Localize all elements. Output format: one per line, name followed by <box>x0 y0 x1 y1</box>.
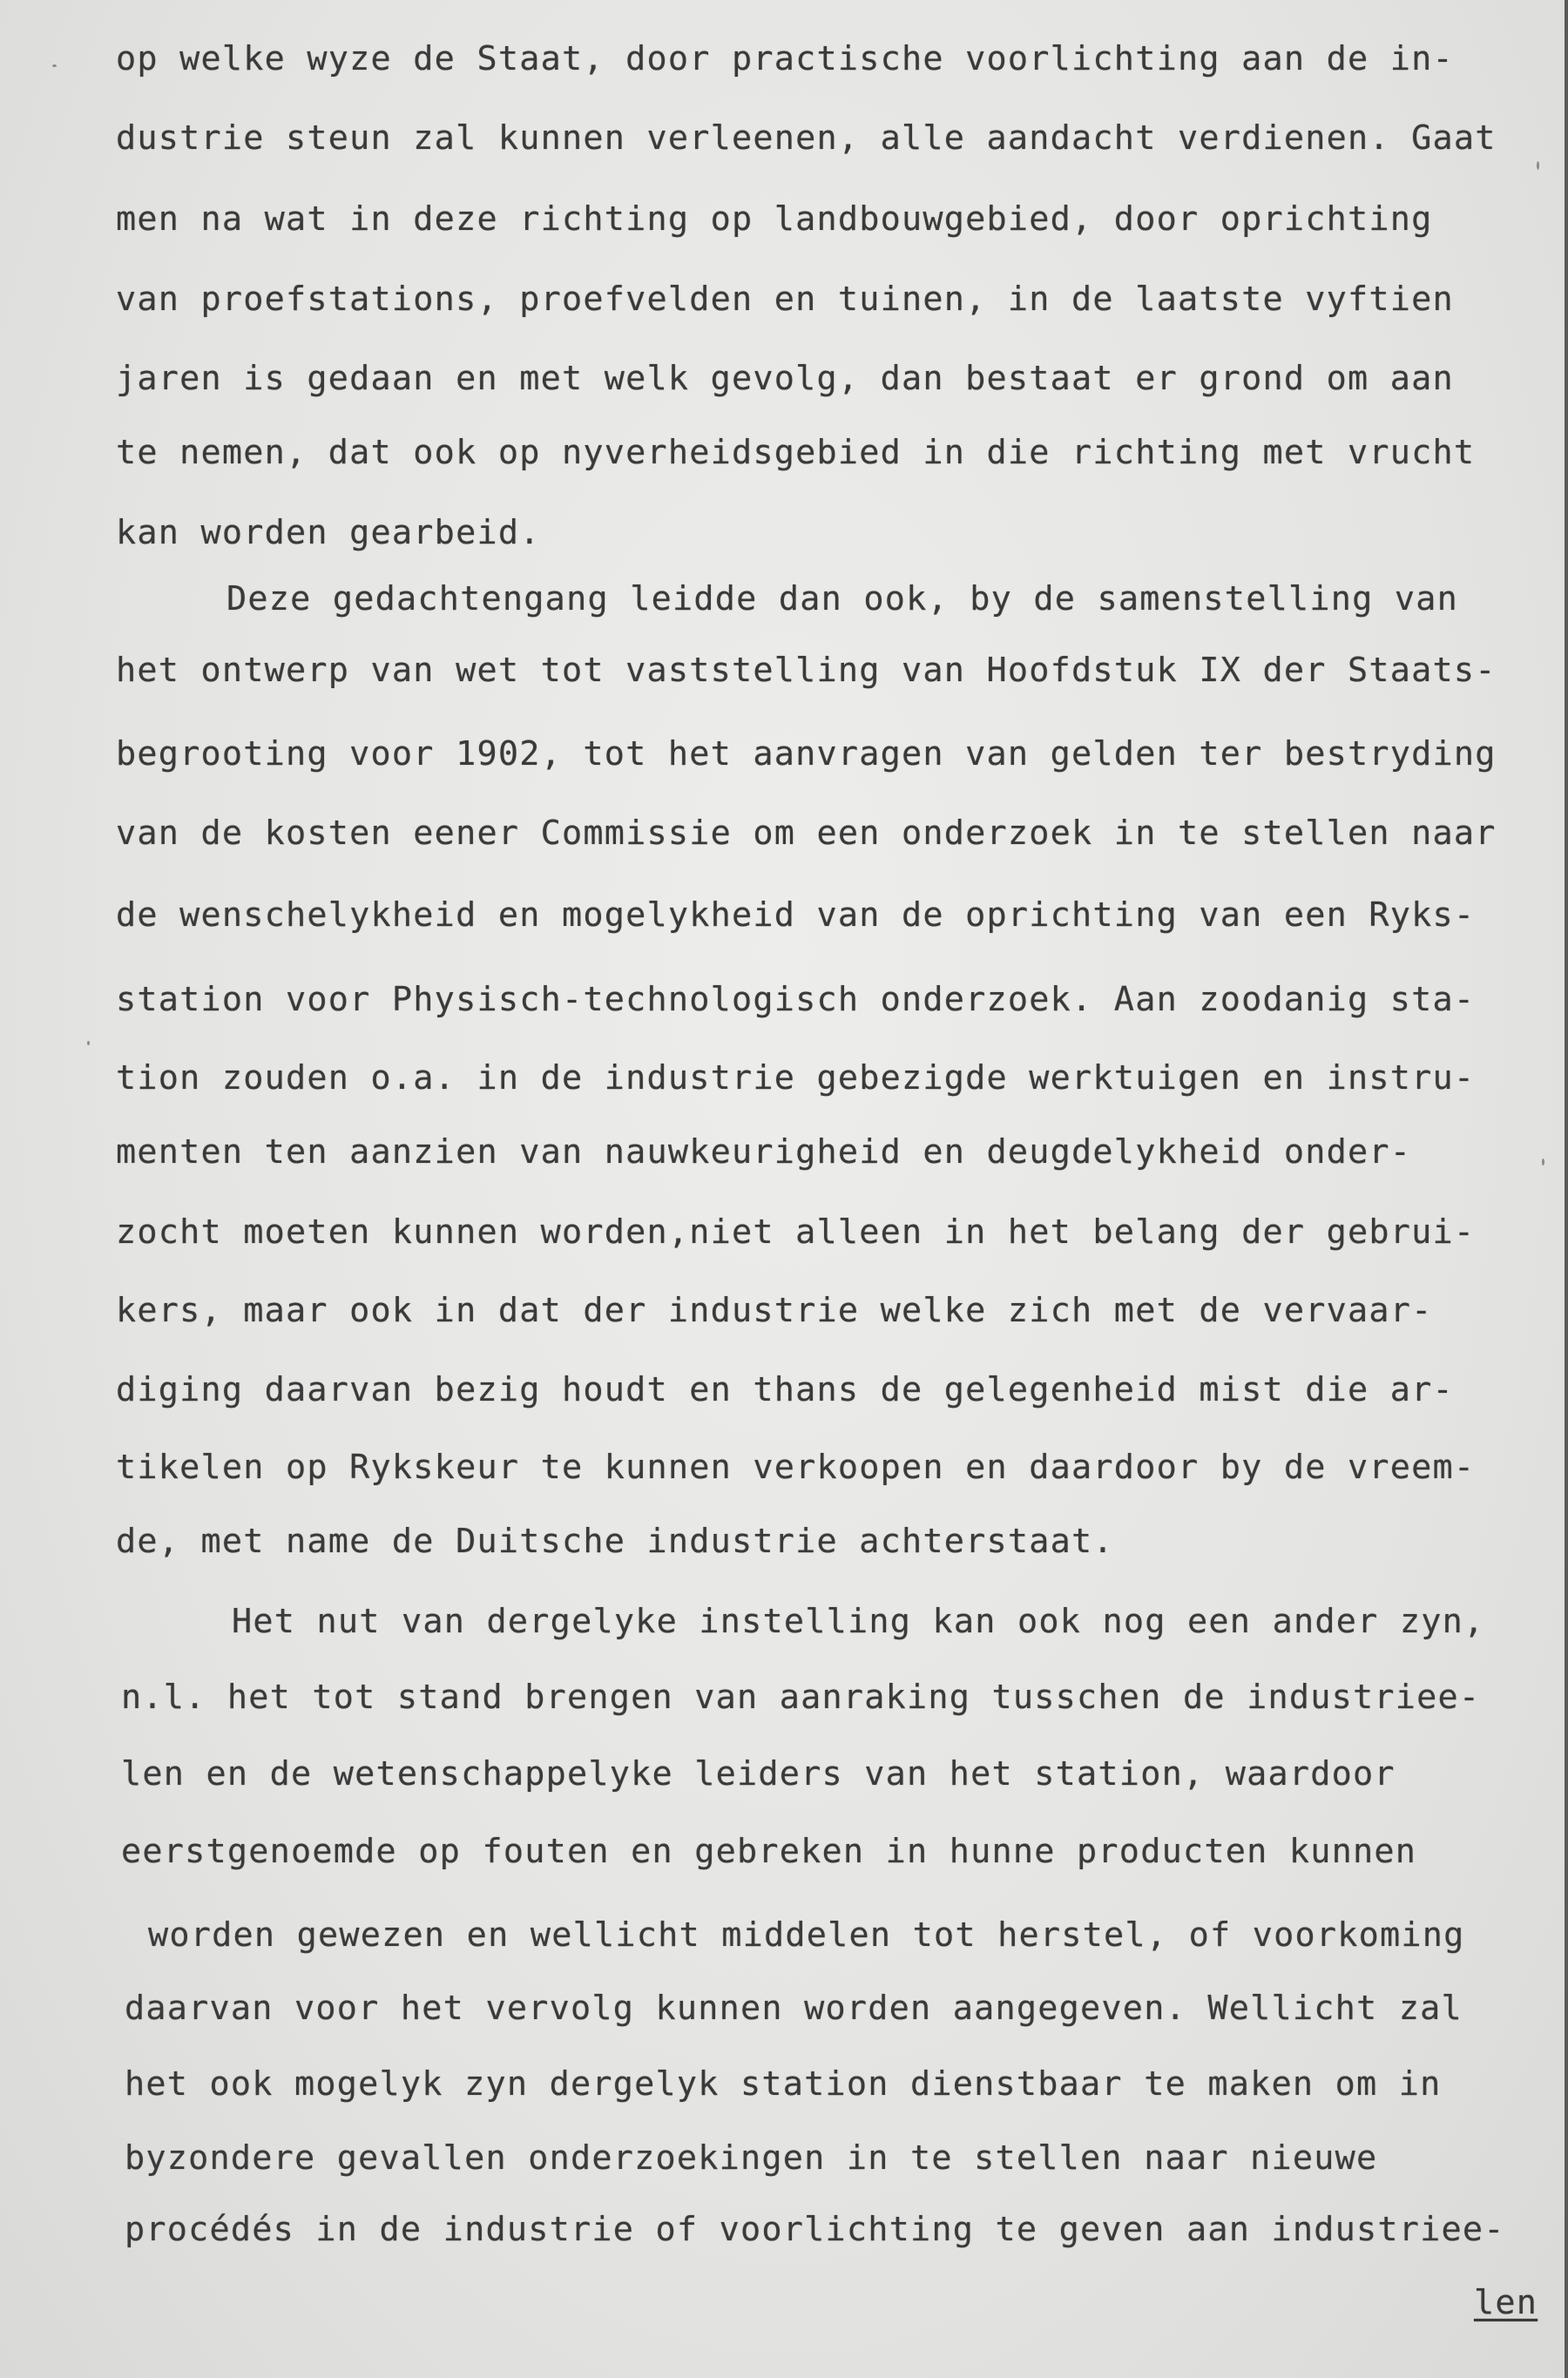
text-line: dustrie steun zal kunnen verleenen, alle aandacht verdienen. Gaat <box>116 118 1497 158</box>
text-line: daarvan voor het vervolg kunnen worden aangegeven. Wellicht zal <box>125 1989 1463 2028</box>
text-line: tikelen op Rykskeur te kunnen verkoopen en daardoor by de vreem- <box>116 1448 1476 1487</box>
text-line: eerstgenoemde op fouten en gebreken in hunne producten kunnen <box>121 1832 1417 1871</box>
catchword: len <box>1474 2283 1538 2322</box>
text-line: het ontwerp van wet tot vaststelling van Hoofdstuk IX der Staats- <box>116 651 1497 690</box>
text-line: op welke wyze de Staat, door practische voorlichting aan de in- <box>116 39 1454 78</box>
text-line: kers, maar ook in dat der industrie welke zich met de vervaar- <box>116 1291 1433 1330</box>
text-line: het ook mogelyk zyn dergelyk station dienstbaar te maken om in <box>125 2064 1442 2104</box>
paper-speck <box>1542 1159 1544 1165</box>
text-line: len en de wetenschappelyke leiders van het station, waardoor <box>121 1754 1396 1794</box>
text-line: byzondere gevallen onderzoekingen in te stellen naar nieuwe <box>125 2138 1378 2178</box>
text-line: procédés in de industrie of voorlichting te geven aan industriee- <box>125 2210 1505 2249</box>
paper-speck <box>87 1041 90 1045</box>
page-edge-shadow <box>1565 0 1568 2378</box>
paragraph-start-line: Het nut van dergelyke instelling kan ook nog een ander zyn, <box>232 1602 1485 1641</box>
text-line: kan worden gearbeid. <box>116 513 541 552</box>
text-line: jaren is gedaan en met welk gevolg, dan bestaat er grond om aan <box>116 359 1454 398</box>
paper-speck <box>52 64 57 67</box>
text-line: van proefstations, proefvelden en tuinen, in de laatste vyftien <box>116 280 1454 319</box>
text-line: de, met name de Duitsche industrie achterstaat. <box>116 1522 1114 1561</box>
text-line: te nemen, dat ook op nyverheidsgebied in die richting met vrucht <box>116 433 1476 472</box>
text-line: diging daarvan bezig houdt en thans de gelegenheid mist die ar- <box>116 1370 1454 1409</box>
text-line: begrooting voor 1902, tot het aanvragen van gelden ter bestryding <box>116 734 1497 774</box>
text-line: tion zouden o.a. in de industrie gebezigde werktuigen en instru- <box>116 1058 1476 1098</box>
paragraph-start-line: Deze gedachtengang leidde dan ook, by de samenstelling van <box>226 579 1458 618</box>
text-line: men na wat in deze richting op landbouwgebied, door oprichting <box>116 199 1433 239</box>
text-line: van de kosten eener Commissie om een onderzoek in te stellen naar <box>116 814 1497 853</box>
text-line: menten ten aanzien van nauwkeurigheid en deugdelykheid onder- <box>116 1132 1412 1172</box>
text-line: worden gewezen en wellicht middelen tot herstel, of voorkoming <box>148 1915 1465 1955</box>
text-line: de wenschelykheid en mogelykheid van de oprichting van een Ryks- <box>116 895 1476 935</box>
paper-speck <box>1537 161 1539 170</box>
text-line: station voor Physisch-technologisch onderzoek. Aan zoodanig sta- <box>116 980 1476 1019</box>
text-line: n.l. het tot stand brengen van aanraking tusschen de industriee- <box>121 1678 1481 1717</box>
text-line: zocht moeten kunnen worden,niet alleen in het belang der gebrui- <box>116 1213 1476 1252</box>
